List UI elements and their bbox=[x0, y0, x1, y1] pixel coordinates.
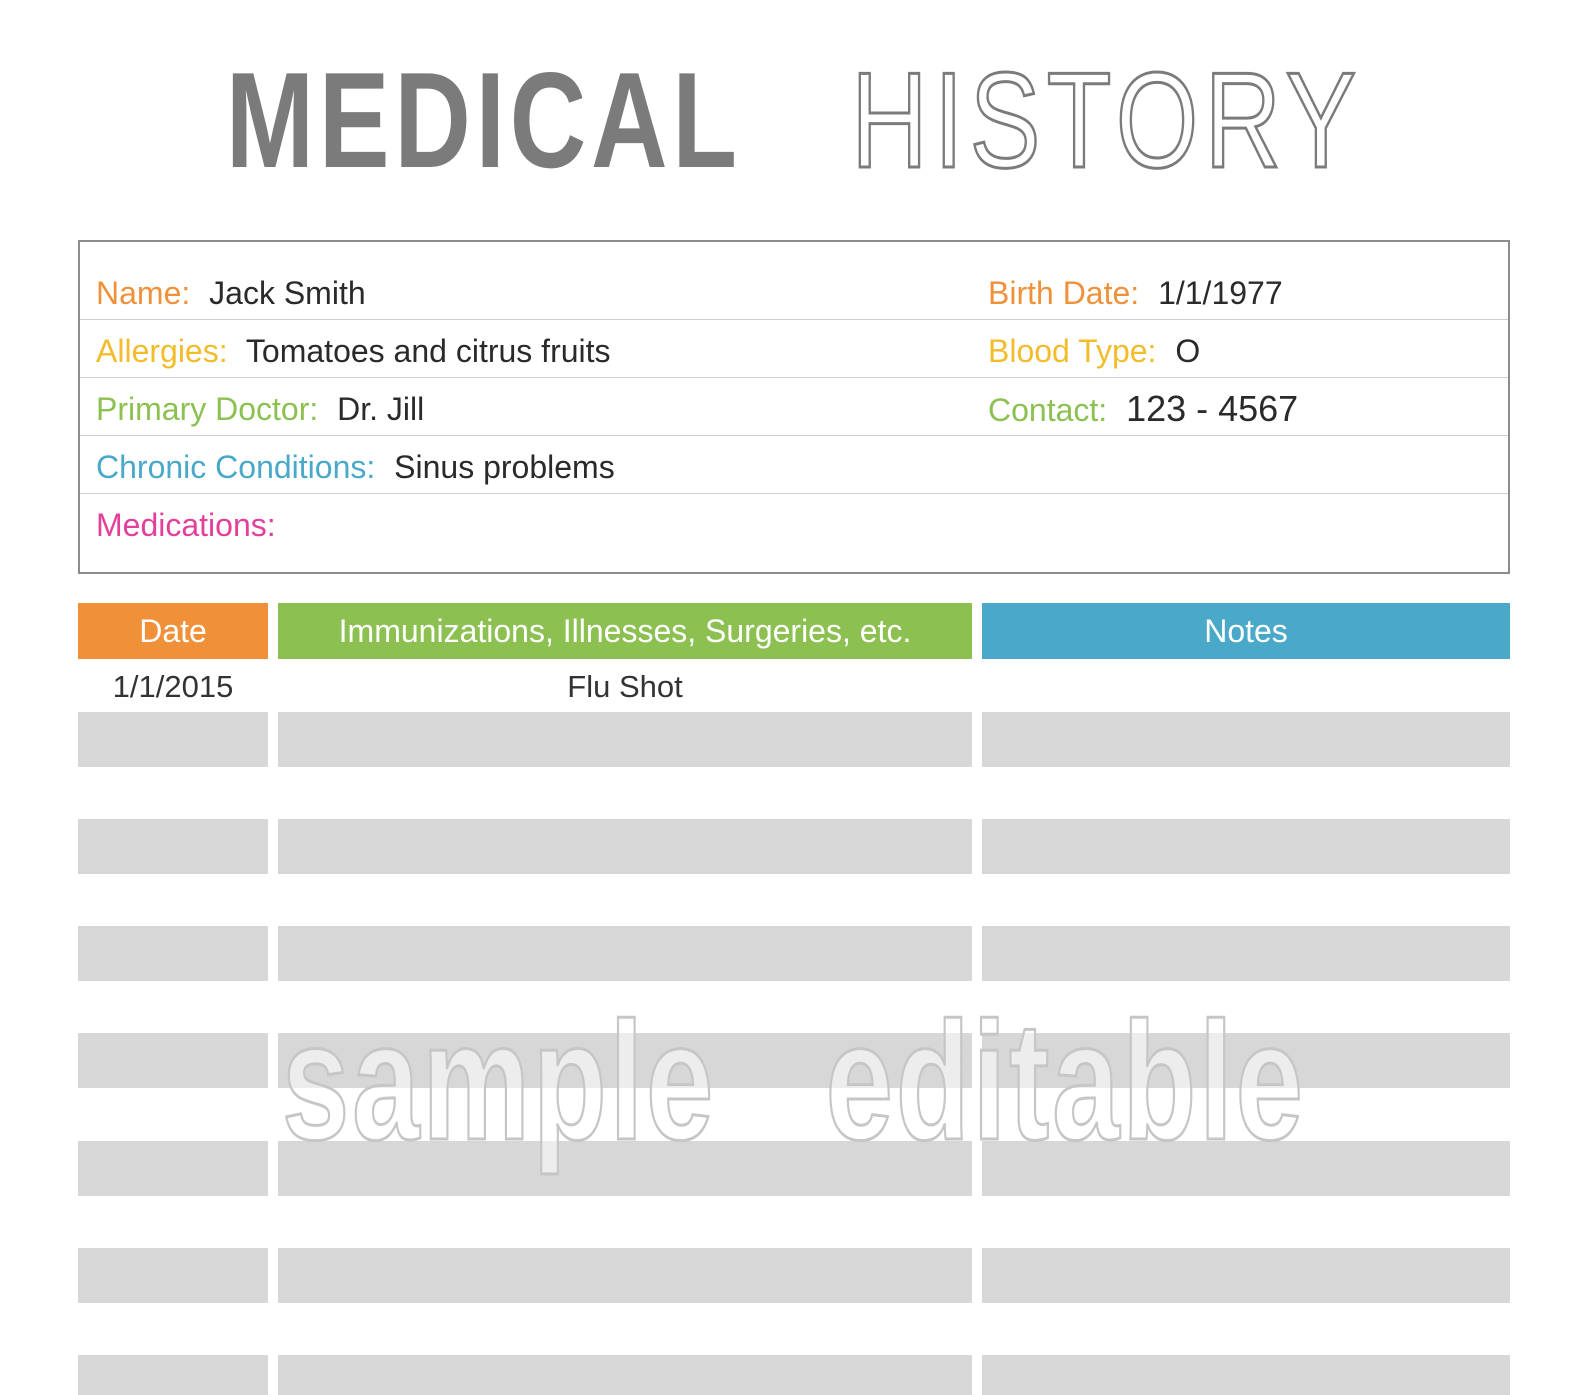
name-label: Name: bbox=[96, 275, 191, 311]
chronic-conditions-value[interactable]: Sinus problems bbox=[394, 449, 615, 485]
contact-value[interactable]: 123 - 4567 bbox=[1126, 388, 1299, 429]
row-cell-date[interactable] bbox=[78, 1248, 268, 1303]
row-cell-date[interactable] bbox=[78, 819, 268, 874]
row-cell-event[interactable] bbox=[278, 1141, 972, 1196]
primary-doctor-value[interactable]: Dr. Jill bbox=[337, 391, 425, 427]
medications-label: Medications: bbox=[96, 507, 276, 543]
row-cell-date[interactable] bbox=[78, 926, 268, 981]
info-row-doctor bbox=[80, 378, 1508, 436]
row-cell-date[interactable] bbox=[78, 1355, 268, 1395]
watermark-text: sample editable bbox=[282, 987, 1306, 1175]
row-cell-notes[interactable] bbox=[982, 1033, 1510, 1088]
chronic-conditions-label: Chronic Conditions: bbox=[96, 449, 376, 485]
row-cell-notes[interactable] bbox=[982, 819, 1510, 874]
row-cell-notes[interactable] bbox=[982, 1355, 1510, 1395]
patient-info-box bbox=[78, 240, 1510, 574]
medications-field[interactable] bbox=[96, 494, 286, 552]
row-cell-notes[interactable] bbox=[982, 712, 1510, 767]
birth-date-label: Birth Date: bbox=[988, 275, 1140, 311]
birth-date-field[interactable] bbox=[988, 262, 1283, 320]
header-date: Date bbox=[78, 603, 268, 659]
row-cell-event[interactable] bbox=[278, 1033, 972, 1088]
row-cell-event[interactable] bbox=[278, 1248, 972, 1303]
info-row-chronic bbox=[80, 436, 1508, 494]
header-notes: Notes bbox=[982, 603, 1510, 659]
row-1-event[interactable]: Flu Shot bbox=[567, 669, 683, 704]
allergies-value[interactable]: Tomatoes and citrus fruits bbox=[245, 333, 611, 369]
row-cell-event[interactable] bbox=[278, 1355, 972, 1395]
row-cell-date[interactable] bbox=[78, 1141, 268, 1196]
contact-label: Contact: bbox=[988, 392, 1108, 428]
blood-type-value[interactable]: O bbox=[1175, 333, 1201, 369]
info-row-medications bbox=[80, 494, 1508, 552]
row-cell-date[interactable] bbox=[78, 712, 268, 767]
row-cell-notes[interactable] bbox=[982, 1248, 1510, 1303]
name-value[interactable]: Jack Smith bbox=[209, 275, 366, 311]
title-light: HISTORY bbox=[851, 44, 1363, 196]
primary-doctor-label: Primary Doctor: bbox=[96, 391, 319, 427]
contact-field[interactable] bbox=[988, 378, 1298, 436]
row-cell-event[interactable] bbox=[278, 712, 972, 767]
row-1-date[interactable]: 1/1/2015 bbox=[112, 669, 234, 704]
info-row-allergies bbox=[80, 320, 1508, 378]
info-row-name bbox=[80, 262, 1508, 320]
title-bold: MEDICAL bbox=[225, 44, 742, 196]
row-cell-event[interactable] bbox=[278, 926, 972, 981]
row-cell-date[interactable] bbox=[78, 1033, 268, 1088]
row-cell-notes[interactable] bbox=[982, 1141, 1510, 1196]
header-event: Immunizations, Illnesses, Surgeries, etc. bbox=[278, 603, 972, 659]
row-cell-notes[interactable] bbox=[982, 926, 1510, 981]
primary-doctor-field[interactable] bbox=[96, 378, 424, 436]
allergies-label: Allergies: bbox=[96, 333, 228, 369]
blood-type-field[interactable] bbox=[988, 320, 1200, 378]
chronic-conditions-field[interactable] bbox=[96, 436, 615, 494]
name-field[interactable] bbox=[96, 262, 366, 320]
allergies-field[interactable] bbox=[96, 320, 611, 378]
page-title bbox=[0, 30, 1588, 210]
birth-date-value[interactable]: 1/1/1977 bbox=[1158, 275, 1283, 311]
row-1-notes[interactable] bbox=[982, 663, 1510, 711]
blood-type-label: Blood Type: bbox=[988, 333, 1157, 369]
row-cell-event[interactable] bbox=[278, 819, 972, 874]
